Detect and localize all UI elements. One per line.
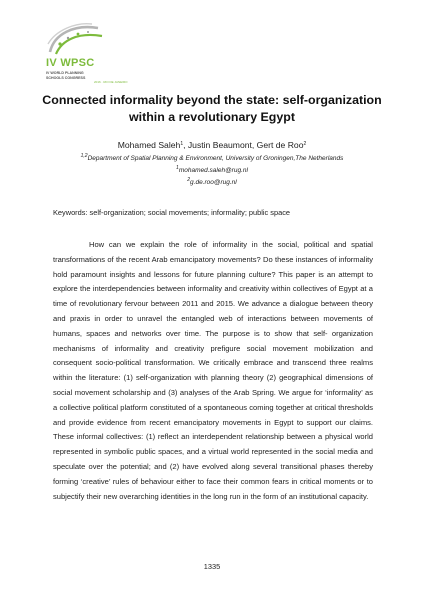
affiliation-text: Department of Spatial Planning & Environment, University of Groningen,The Netherlands: [87, 155, 344, 162]
author-email-1: [30, 167, 394, 174]
logo-subtitle-line1: IV WORLD PLANNING: [46, 71, 84, 75]
keywords: Keywords: self-organization; social movements; informality; public space: [53, 208, 291, 217]
logo-subtitle-line2: SCHOOLS CONGRESS: [46, 76, 86, 80]
email-text: mohamed.saleh@rug.nl: [178, 167, 248, 174]
email-mark: 2: [187, 177, 191, 183]
conference-logo: [46, 22, 186, 82]
author-separator: ,: [183, 140, 188, 150]
author-mark: 2: [303, 141, 307, 147]
author-mark: 1: [180, 141, 184, 147]
abstract-paragraph: How can we explain the role of informality in the social, political and spatial transformations of the recent Arab emancipatory movements? Do these instances of informality hold paramount insights and lessons for future planning culture? This paper is an attempt to explore the interdependencies between informality and creativity within collectives of Egypt at a time of revolutionary fervour between 2011 and 2015. We advance a dialogue between theory and praxis in order to unravel the entangled web of interactions between movements of humans, spaces and networks over time. The purpose is to show that self- organization mechanisms of informality and creativity prefigure social movement mobilization and consequent socio-political transformation. We critically embrace and transcend three realms within the literature: (1) self-organization with planning theory (2) geographical dimensions of social movement scholarship and (3) analyses of the Arab Spring. We argue for ‘informality’ as a collective political platform constituted of a spontaneous coming together at critical thresholds and provide evidence from recent emancipatory movements in Egypt to support our claims. These informal collectives: (1) reflect an interdependent relationship between a physical world represented in symbolic public spaces, and a virtual world represented in the social media and speculate over the potential; and (2) have evolved along several transitional phases thereby forming ‘creative’ rules of behaviour either to face their common fears in critical moments or to subjectify their new overarching identities in the long run in the form of an institutional capacity.: [53, 240, 373, 501]
author-name: Gert de Roo: [256, 140, 304, 150]
logo-small-text: 2016 · RIO DE JANEIRO: [94, 80, 128, 84]
author-name: Mohamed Saleh: [117, 140, 181, 150]
affiliation: [30, 155, 394, 162]
paper-title: Connected informality beyond the state: self-organization within a revolutionary Egypt: [42, 93, 382, 124]
email-mark: 1: [176, 165, 179, 171]
author-email-2: [30, 179, 394, 186]
logo-title: IV WPSC: [46, 57, 95, 69]
page-number: 1335: [203, 562, 221, 571]
affiliation-marks: 1,2: [80, 153, 88, 159]
author-name: Justin Beaumont: [187, 140, 252, 150]
author-separator: ,: [251, 140, 257, 150]
email-text: g.de.roo@rug.nl: [190, 179, 237, 186]
author-list: [30, 140, 394, 150]
globe-arc-logo-icon: [46, 22, 106, 56]
